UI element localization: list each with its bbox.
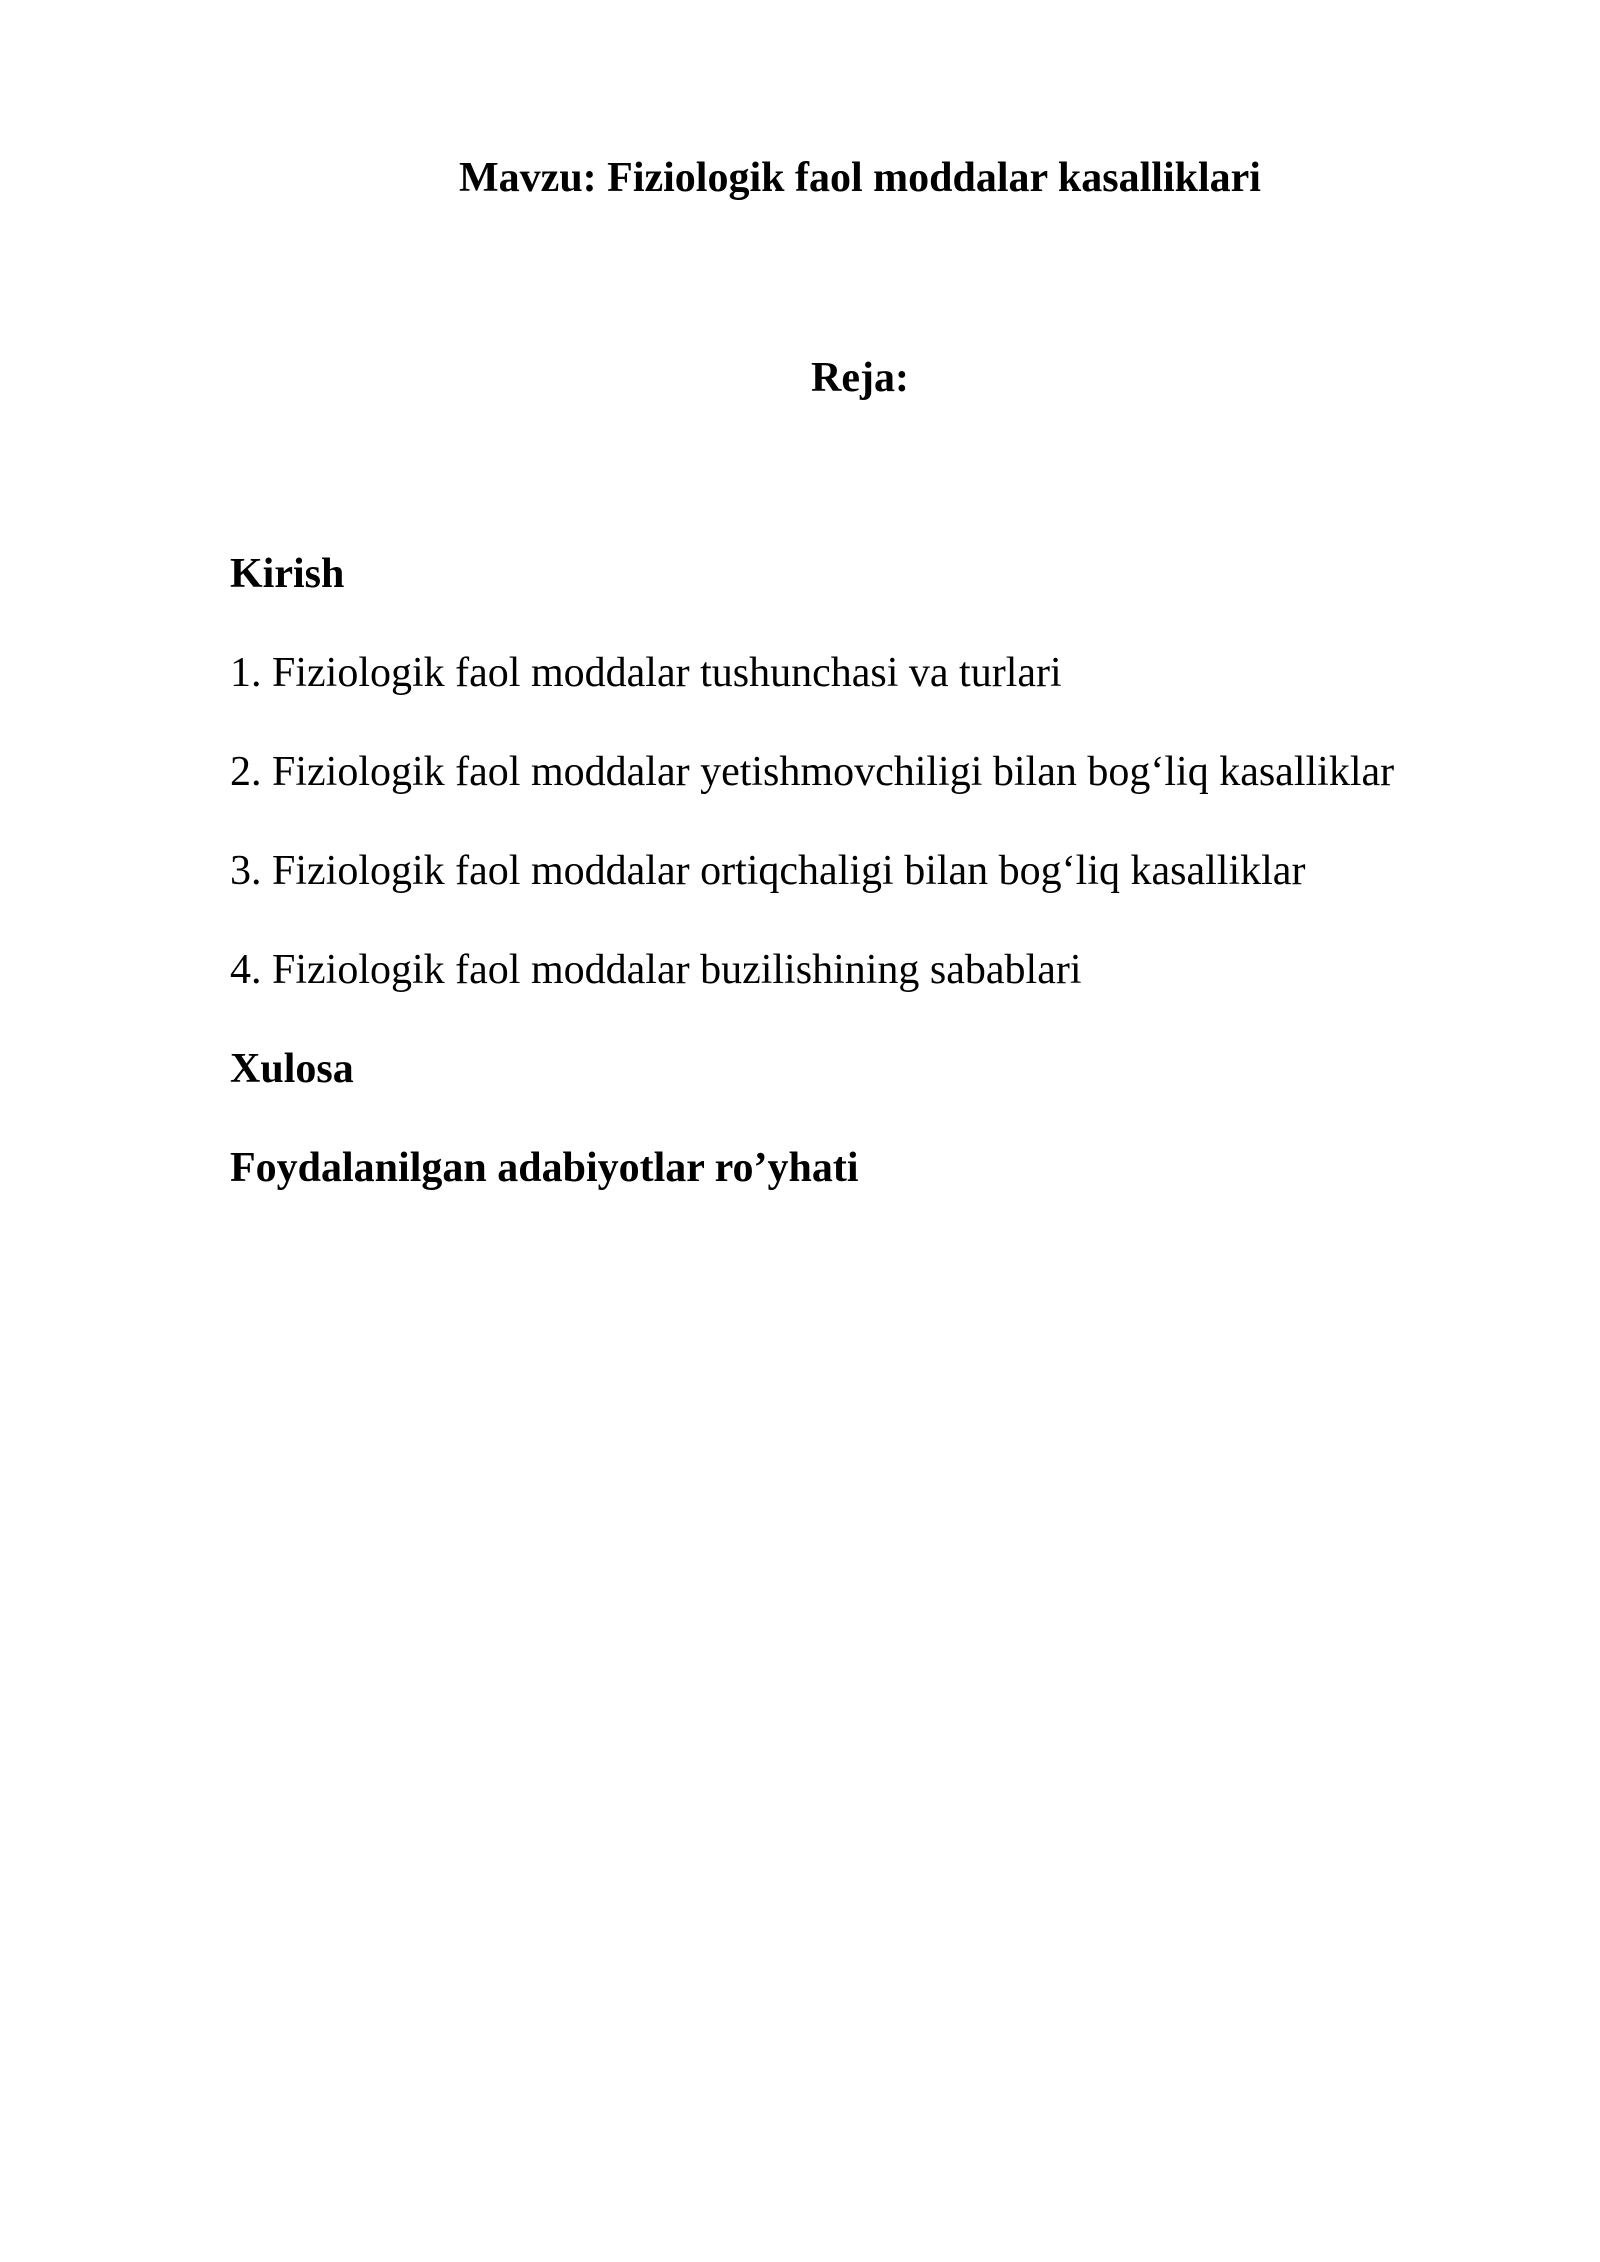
plan-item-1: 1. Fiziologik faol moddalar tushunchasi va turlari [230, 650, 1062, 696]
plan-heading: Reja: [811, 355, 909, 401]
plan-list [230, 546, 1394, 1239]
document-title: Mavzu: Fiziologik faol moddalar kasalliklari [459, 155, 1261, 201]
plan-item-2: 2. Fiziologik faol moddalar yetishmovchiligi bilan bog‘liq kasalliklar [230, 749, 1395, 795]
plan-item-references: Foydalanilgan adabiyotlar ro’yhati [230, 1145, 859, 1191]
plan-item-conclusion: Xulosa [230, 1046, 354, 1092]
plan-item-3: 3. Fiziologik faol moddalar ortiqchaligi bilan bog‘liq kasalliklar [230, 848, 1306, 894]
plan-item-4: 4. Fiziologik faol moddalar buzilishining sabablari [230, 947, 1082, 993]
plan-item-intro: Kirish [230, 551, 345, 597]
